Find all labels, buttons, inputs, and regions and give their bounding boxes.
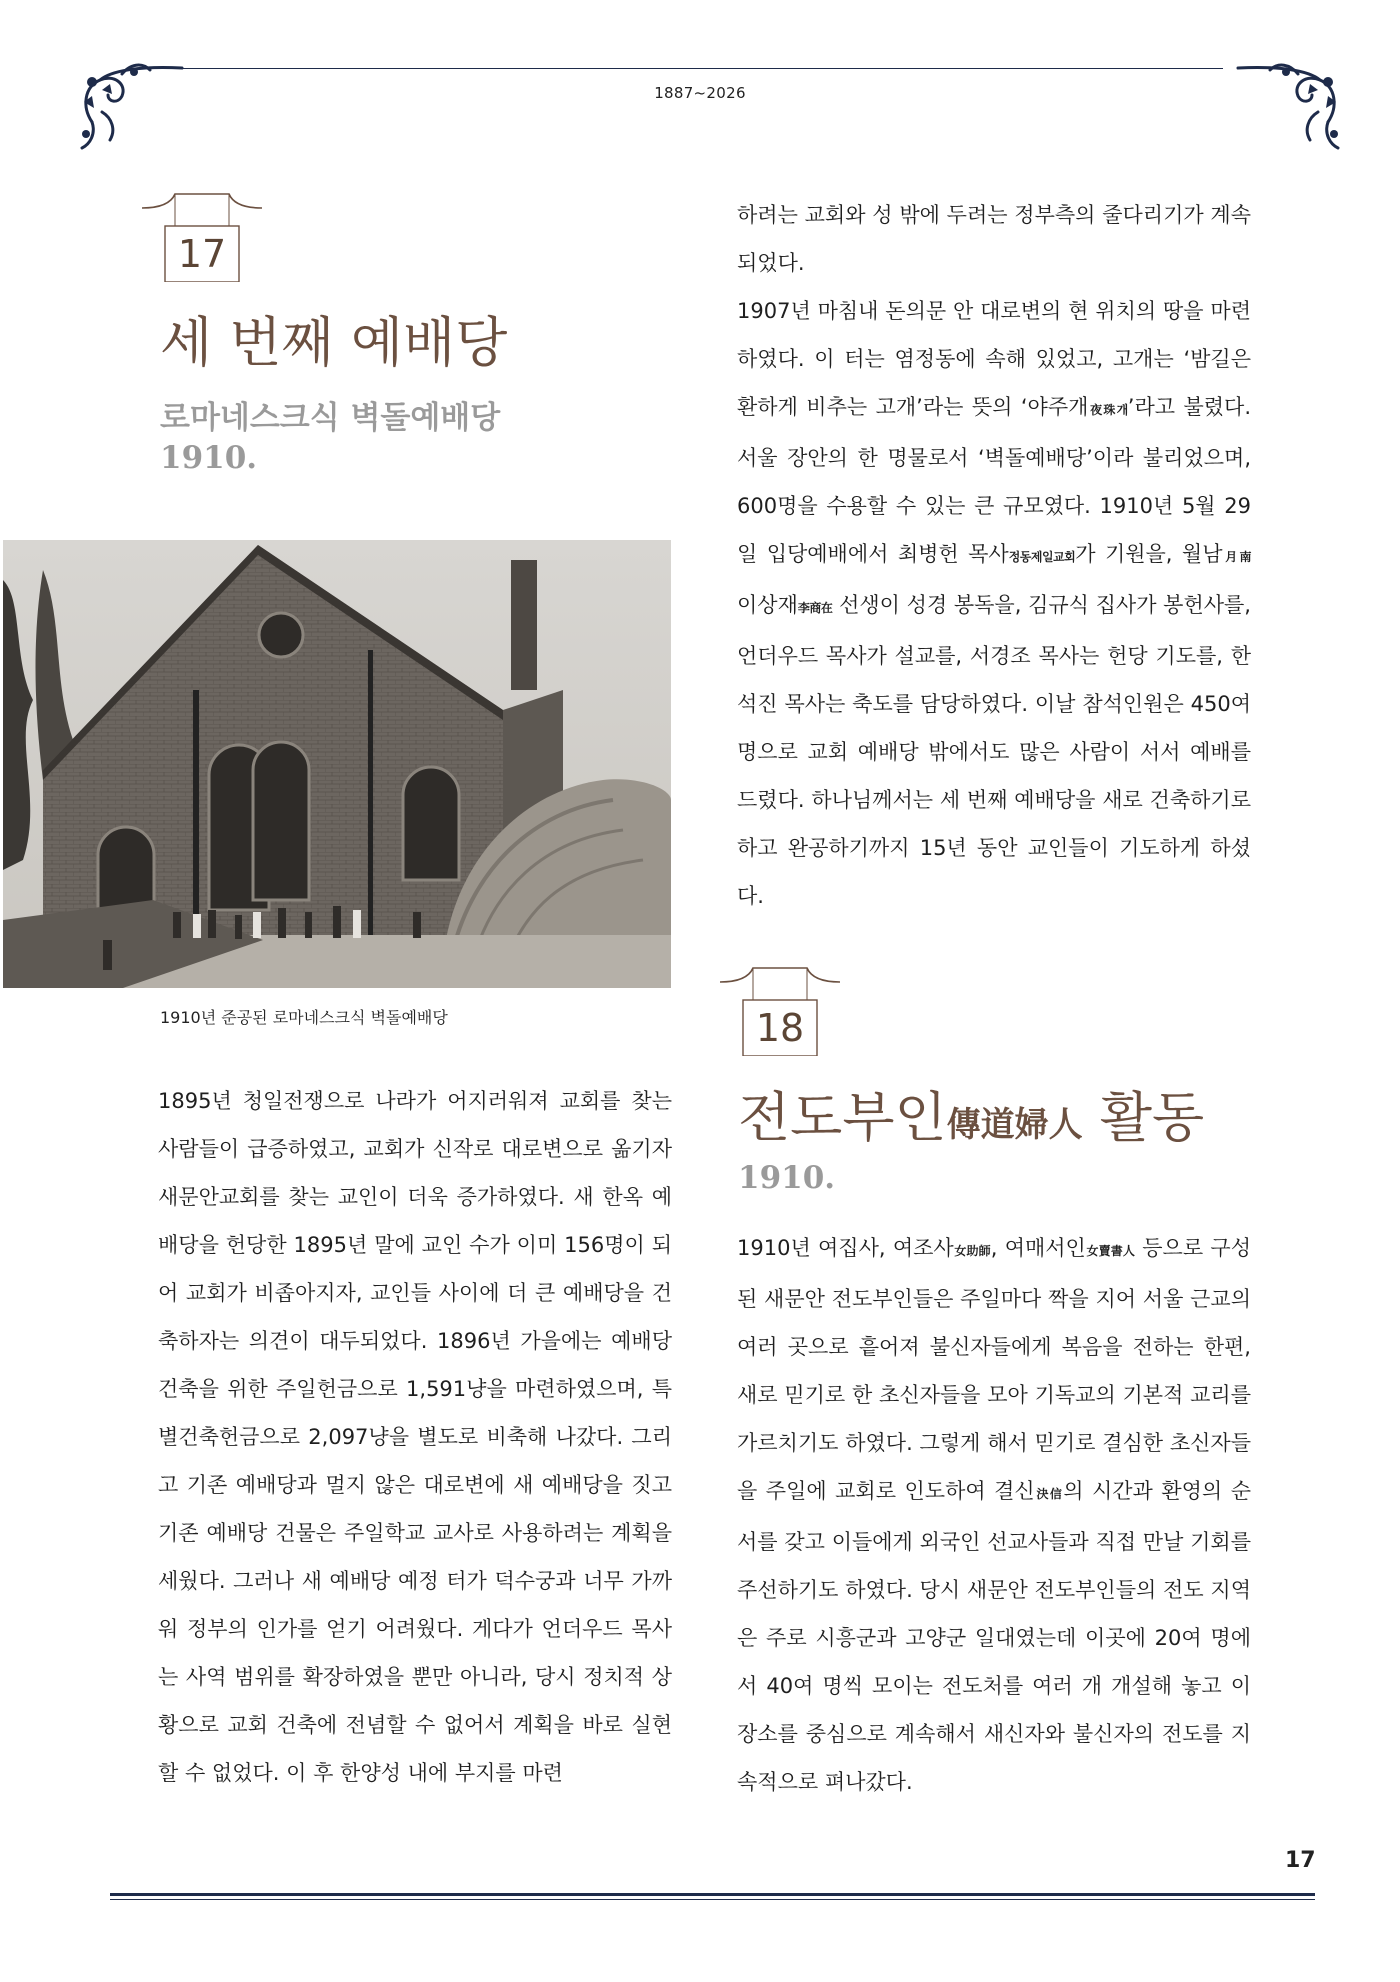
text-span: , 여매서인 (990, 1236, 1086, 1260)
header-rule (178, 68, 1223, 69)
hanja-annotation: 李商在 (797, 601, 833, 615)
text-span: 1910년 여집사, 여조사 (737, 1236, 954, 1260)
section-17-subtitle: 로마네스크식 벽돌예배당 (160, 400, 501, 436)
section-17-number: 17 (177, 232, 227, 276)
text-span: 의 시간과 환영의 순서를 갖고 이들에게 외국인 선교사들과 직접 만날 기회를 주선하기도 하였다. 당시 새문안 전도부인들의 전도 지역은 주로 시흥군과 고양군 일대였는데 이곳에 20여 명에서 40여 명씩 모이는 전도처를 여러 개 개설해 놓고 이 장소를 중심으로 계속해서 새신자와 불신자의 전도를 지속적으로 펴나갔다. (737, 1479, 1251, 1794)
footer-rule (110, 1893, 1315, 1900)
hanja-annotation: 女助師 (953, 1244, 991, 1258)
corner-ornament-right-icon (1220, 52, 1348, 152)
section-18-title (738, 1075, 1204, 1152)
paragraph: 하려는 교회와 성 밖에 두려는 정부측의 줄다리기가 계속되었다. (737, 203, 1251, 275)
text-span: 선생이 성경 봉독을, 김규식 집사가 봉헌사를, 언더우드 목사가 설교를, 서경조 목사는 헌당 기도를, 한석진 목사는 축도를 담당하였다. 이날 참석인원은 450여 명으로 교회 예배당 밖에서도 많은 사람이 서서 예배를 드렸다. 하나님께서는 세 번째 예배당을 새로 건축하기로 하고 완공하기까지 15년 동안 교인들이 기도하게 하셨다. (737, 593, 1251, 908)
hanja-annotation: 女賣書人 (1085, 1244, 1135, 1258)
title-text: 전도부인 (738, 1086, 947, 1149)
section-18-number: 18 (755, 1006, 805, 1050)
hanja-annotation: 決信 (1034, 1487, 1064, 1501)
page-number: 17 (1285, 1848, 1316, 1873)
header-year-range: 1887~2026 (654, 84, 746, 102)
section-17-badge (139, 188, 265, 282)
photo-caption: 1910년 준공된 로마네스크식 벽돌예배당 (160, 1008, 448, 1027)
section-18-paragraph (737, 1224, 1251, 1806)
text-span: 1907년 마침내 돈의문 안 대로변의 현 위치의 땅을 마련하였다. 이 터는 염정동에 속해 있었고, 고개는 ‘밤길은 환하게 비추는 고개’라는 뜻의 ‘야주개 (737, 299, 1251, 419)
text-span: ’라고 불렸다. 서울 장안의 한 명물로서 ‘벽돌예배당’이라 불리었으며, 600명을 수용할 수 있는 큰 규모였다. 1910년 5월 29일 입당예배에서 최병헌 목사 (737, 395, 1251, 566)
hanja-annotation: 夜珠개 (1088, 403, 1128, 417)
title-hanja: 傳道婦人 (946, 1105, 1083, 1145)
section-17-paragraph-left (158, 1077, 672, 1797)
church-photo (3, 540, 671, 988)
title-tail: 활동 (1099, 1086, 1205, 1149)
paragraph (737, 1224, 1251, 1806)
text-span: 가 기원을, 월남 (1075, 542, 1223, 566)
paragraph (737, 287, 1251, 920)
section-17-paragraph-right (737, 191, 1251, 920)
brick-church-image (3, 540, 671, 988)
section-18-year: 1910. (738, 1160, 836, 1196)
corner-ornament-left-icon (72, 52, 200, 152)
paragraph: 1895년 청일전쟁으로 나라가 어지러워져 교회를 찾는 사람들이 급증하였고, 교회가 신작로 대로변으로 옮기자 새문안교회를 찾는 교인이 더욱 증가하였다. 새 한옥 예배당을 헌당한 1895년 말에 교인 수가 이미 156명이 되어 교회가 비좁아지자, 교인들 사이에 더 큰 예배당을 건축하자는 의견이 대두되었다. 1896년 가을에는 예배당 건축을 위한 주일헌금으로 1,591냥을 마련하였으며, 특별건축헌금으로 2,097냥을 별도로 비축해 나갔다. 그리고 기존 예배당과 멀지 않은 대로변에 새 예배당을 짓고 기존 예배당 건물은 주일학교 교사로 사용하려는 계획을 세웠다. 그러나 새 예배당 예정 터가 덕수궁과 너무 가까워 정부의 인가를 얻기 어려웠다. 게다가 언더우드 목사는 사역 범위를 확장하였을 뿐만 아니라, 당시 정치적 상황으로 교회 건축에 전념할 수 없어서 계획을 바로 실현할 수 없었다. 이 후 한양성 내에 부지를 마련 (158, 1089, 672, 1785)
section-18-badge (717, 962, 843, 1056)
hanja-annotation: 月南 (1222, 550, 1251, 564)
section-17-title: 세 번째 예배당 (160, 311, 508, 374)
hanja-annotation: 정동제일교회 (1008, 550, 1076, 564)
text-span: 이상재 (737, 593, 798, 617)
section-17-year: 1910. (160, 440, 258, 476)
text-span: 등으로 구성된 새문안 전도부인들은 주일마다 짝을 지어 서울 근교의 여러 곳으로 흩어져 불신자들에게 복음을 전하는 한편, 새로 믿기로 한 초신자들을 모아 기독교의 기본적 교리를 가르치기도 하였다. 그렇게 해서 믿기로 결심한 초신자들을 주일에 교회로 인도하여 결신 (737, 1236, 1251, 1503)
